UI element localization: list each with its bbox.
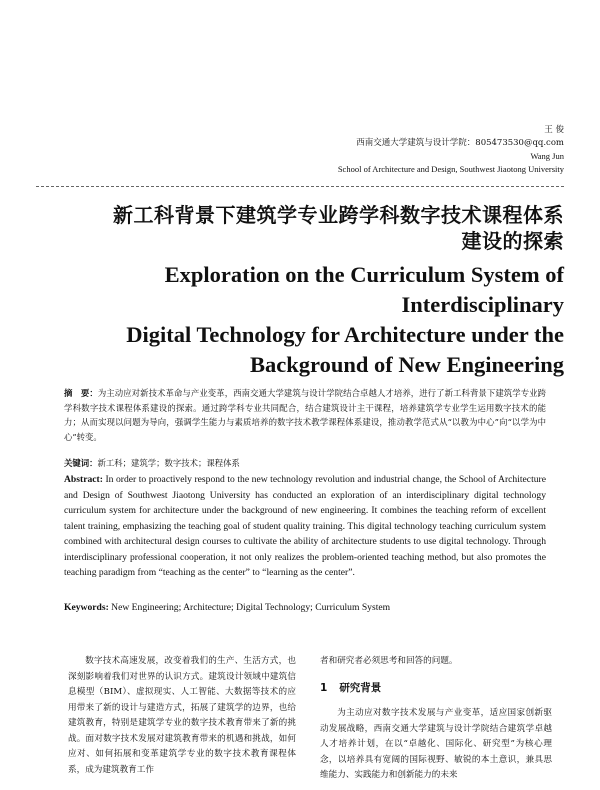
body-paragraph: 数字技术高速发展，改变着我们的生产、生活方式，也深刻影响着我们对世界的认识方式。建筑设计领域中建筑信息模型（BIM）、虚拟现实、人工智能、大数据等技术的应用带来了新的设计与建造方式，拓展了建筑学的边界，也给建筑教育，特别是建筑学专业的数字技术教育带来了新的挑战。面对数字技术发展对建筑教育带来的机遇和挑战，如何应对、如何拓展和变革建筑学专业的数字技术教育课程体系，成为建筑教育工作 <box>68 656 296 775</box>
body-right-column <box>320 654 552 784</box>
title-cn-line2: 建设的探索 <box>461 229 564 253</box>
author-name-cn: 王 俊 <box>544 125 564 135</box>
keywords-en <box>64 600 546 616</box>
body-left-column <box>68 654 296 778</box>
author-block <box>338 124 564 176</box>
keywords-cn-text: 新工科；建筑学；数字技术；课程体系 <box>97 458 240 468</box>
abstract-cn-label: 摘 要： <box>64 388 98 398</box>
author-name-en: Wang Jun <box>530 151 564 161</box>
title-en-line2: Digital Technology for Architecture under the <box>126 322 564 347</box>
abstract-en <box>64 472 546 581</box>
title-cn-line1: 新工科背景下建筑学专业跨学科数字技术课程体系 <box>113 203 564 227</box>
keywords-en-label: Keywords: <box>64 602 109 613</box>
section-heading <box>320 681 552 697</box>
keywords-en-text: New Engineering; Architecture; Digital Technology; Curriculum System <box>111 602 391 613</box>
header-divider <box>36 186 564 187</box>
author-affiliation-en: School of Architecture and Design, Southwest Jiaotong University <box>337 164 564 174</box>
title-en-line1: Exploration on the Curriculum System of Interdisciplinary <box>164 262 564 317</box>
body-paragraph: 者和研究者必须思考和回答的问题。 <box>320 656 458 666</box>
author-affiliation-cn: 西南交通大学建筑与设计学院：805473530@qq.com <box>356 138 564 148</box>
keywords-cn-label: 关键词： <box>64 458 98 468</box>
abstract-cn-text: 为主动应对新技术革命与产业变革，西南交通大学建筑与设计学院结合卓越人才培养，进行了新工科背景下建筑学专业跨学科数字技术课程体系建设的探索。通过跨学科专业共同配合，结合建筑设计主干课程，培养建筑学专业学生运用数字技术的能力；从而实现以问题为导向，强调学生能力与素质培养的数字技术教学课程体系建设，推动教学范式从“以教为中心”向“以学为中心”转变。 <box>64 388 547 442</box>
abstract-cn <box>64 386 546 444</box>
title-en-line3: Background of New Engineering <box>250 352 564 377</box>
title-en <box>0 260 564 380</box>
keywords-cn <box>64 456 546 471</box>
section-number: 1 <box>320 681 328 694</box>
abstract-en-text: In order to proactively respond to the new technology revolution and industrial change, the School of Architecture and Design of Southwest Jiaotong University has conducted an exploration of an interdisciplinary digital technology curriculum system for architecture under the background of new engineering. It combines the teaching reform of excellent talent training, emphasizing the teaching goal of student quality training. This digital technology teaching curriculum system combined with architectural design courses to cultivate the ability of architecture students to use digital technology. Through interdisciplinary professional cooperation, it not only realizes the problem-oriented teaching method, but also promotes the teaching paradigm from “teaching as the center” to “learning as the center”. <box>64 474 546 578</box>
title-cn <box>113 202 564 254</box>
section-title: 研究背景 <box>339 681 382 694</box>
body-paragraph: 为主动应对数字技术发展与产业变革，适应国家创新驱动发展战略，西南交通大学建筑与设计学院结合建筑学卓越人才培养计划，在以“卓越化、国际化、研究型”为核心理念，以培养具有宽阔的国际视野、敏锐的本土意识，兼具思维能力、实践能力和创新能力的未来 <box>320 708 552 780</box>
abstract-en-label: Abstract: <box>64 474 103 485</box>
